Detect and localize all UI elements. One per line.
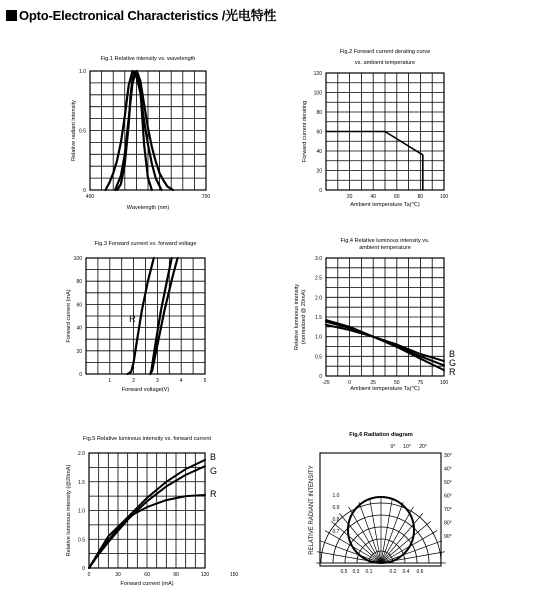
x-axis-label: Forward current (mA)	[120, 581, 174, 587]
y-tick-label: 100	[73, 256, 82, 262]
angle-label: 80°	[444, 520, 452, 527]
x-tick-label: 60	[394, 194, 400, 200]
radial-tick-label: 1.0	[332, 493, 340, 499]
y-tick-label: 40	[76, 325, 82, 332]
y-tick-label: 0	[319, 374, 322, 380]
y-axis-label: RELATIVE RADIANT INTENSITY	[309, 465, 315, 555]
x-tick-label: 80	[417, 194, 424, 200]
x-tick-label: 90	[173, 572, 179, 578]
y-axis-label: Forward current (mA)	[66, 289, 72, 343]
y-tick-label: 1.0	[78, 508, 85, 515]
y-tick-label: 0	[83, 188, 86, 194]
bottom-tick-label: 0.3	[352, 569, 360, 575]
series-label: B	[210, 452, 217, 462]
y-tick-label: 40	[316, 149, 322, 155]
x-tick-label: 25	[370, 380, 376, 386]
angle-label: 20°	[419, 444, 427, 450]
y-tick-label: 3.0	[315, 256, 322, 262]
x-tick-label: 20	[346, 194, 353, 200]
radial-tick-label: 0.7	[332, 529, 340, 535]
angle-label: 40°	[444, 466, 452, 473]
y-tick-label: 1.5	[315, 315, 322, 321]
x-axis-label: Wavelength (nm)	[126, 205, 170, 211]
x-tick-label: 40	[370, 194, 376, 200]
x-tick-label: 50	[394, 380, 400, 386]
x-tick-label: 0	[348, 380, 351, 386]
y-tick-label: 1.5	[78, 479, 85, 486]
y-axis-label: Forward current derating	[302, 100, 308, 163]
bottom-tick-label: 0.5	[340, 569, 348, 575]
angle-label: 30°	[444, 453, 452, 459]
angle-label: 0°	[390, 444, 396, 450]
chart-title: Fig.5 Relative luminous intensity vs. forward current	[82, 436, 212, 442]
bottom-tick-label: 0.1	[365, 569, 373, 575]
y-tick-label: 0.5	[315, 354, 322, 361]
bottom-tick-label: 0.6	[416, 569, 424, 575]
chart-title: Fig.3 Forward current vs. forward voltage	[94, 241, 197, 247]
y-tick-label: 20	[316, 168, 322, 175]
x-tick-label: 150	[229, 572, 239, 578]
series-label: B	[449, 349, 456, 359]
y-axis-label: Relative radiant intensity	[71, 100, 77, 161]
chart-title: Fig.2 Forward current derating curve	[339, 49, 431, 55]
x-tick-label: 100	[439, 194, 449, 200]
y-tick-label: 0	[82, 566, 85, 572]
radial-tick-label: 0.9	[332, 505, 340, 511]
fig6-chart	[309, 432, 452, 575]
y-tick-label: 100	[313, 90, 322, 97]
y-tick-label: 1.0	[79, 69, 86, 75]
angle-label: 10°	[403, 444, 411, 450]
fig3-chart	[66, 241, 207, 393]
x-tick-label: 400	[85, 194, 95, 200]
x-tick-label: 1	[108, 378, 112, 384]
x-tick-label: 0	[87, 572, 91, 578]
x-tick-label: 60	[144, 572, 150, 578]
fig4-chart	[294, 238, 456, 392]
chart-title: Fig.1 Relative intensity vs. wavelength	[100, 56, 196, 62]
y-axis-label: Relative luminous intensity	[294, 283, 300, 351]
angle-label: 50°	[444, 480, 452, 486]
y-tick-label: 2.0	[315, 295, 322, 302]
y-tick-label: 80	[316, 110, 322, 116]
x-tick-label: 3	[156, 378, 159, 384]
series-label: R	[210, 489, 217, 499]
fig1-chart	[71, 56, 210, 211]
chart-subtitle: vs. ambient temperature	[354, 60, 416, 66]
y-tick-label: 1.0	[315, 334, 322, 341]
y-tick-label: 20	[76, 348, 82, 355]
y-tick-label: 0.5	[79, 128, 86, 135]
chart-title: Fig.4 Relative luminous intensity vs.	[340, 238, 430, 244]
y-axis-label: Relative luminous intensity (@20mA)	[66, 464, 72, 557]
y-axis-label-secondary: (normalized @ 20mA)	[301, 289, 307, 345]
heading-text: Opto-Electronical Characteristics /光电特性	[19, 8, 277, 23]
angle-label: 90°	[444, 534, 452, 540]
fig2-chart	[302, 49, 448, 208]
y-tick-label: 120	[313, 71, 322, 77]
x-axis-label: Ambient temperature Ta(℃)	[350, 386, 420, 392]
x-tick-label: 30	[115, 572, 121, 578]
x-axis-label: Forward voltage(V)	[121, 387, 170, 393]
chart-subtitle: ambient temperature	[359, 245, 411, 251]
x-tick-label: 700	[201, 194, 211, 200]
bottom-tick-label: 0.4	[402, 569, 410, 575]
x-tick-label: 100	[439, 380, 449, 386]
y-tick-label: 0	[319, 188, 322, 194]
annotation-label: R	[129, 313, 136, 324]
x-tick-label: 4	[179, 378, 183, 384]
y-tick-label: 60	[76, 302, 82, 309]
y-tick-label: 80	[76, 279, 82, 286]
x-tick-label: 2	[132, 378, 135, 384]
x-axis-label: Ambient temperature Ta(℃)	[350, 202, 420, 208]
x-tick-label: -25	[322, 380, 330, 386]
y-tick-label: 0.5	[78, 537, 85, 544]
chart-title: Fig.6 Radiation diagram	[349, 432, 413, 438]
y-tick-label: 0	[79, 372, 82, 378]
y-tick-label: 60	[316, 129, 322, 136]
y-tick-label: 2.0	[78, 451, 85, 457]
radial-tick-label: 0.8	[332, 517, 340, 523]
x-tick-label: 5	[203, 378, 207, 384]
series-label: G	[449, 358, 457, 368]
x-tick-label: 120	[200, 572, 210, 578]
series-label: R	[449, 367, 456, 377]
x-tick-label: 75	[417, 380, 424, 386]
series-label: G	[210, 466, 218, 476]
fig5-chart	[66, 436, 238, 587]
angle-label: 70°	[444, 507, 452, 513]
bottom-tick-label: 0.2	[389, 569, 397, 575]
y-tick-label: 2.5	[315, 275, 322, 282]
angle-label: 60°	[444, 493, 452, 500]
